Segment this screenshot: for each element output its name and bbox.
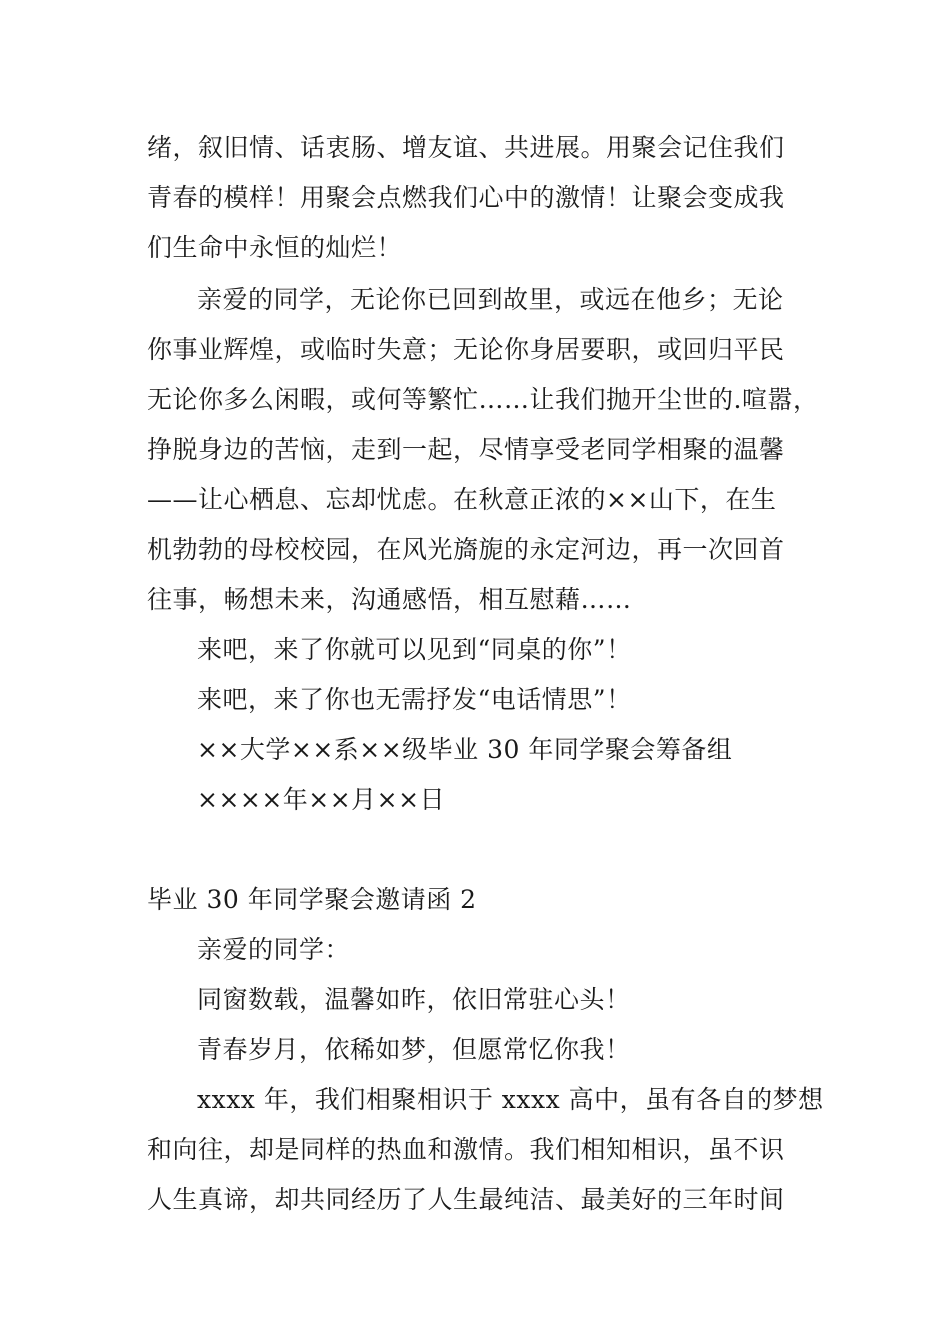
paragraph-line: 青春岁月，依稀如梦，但愿常忆你我！: [197, 1035, 631, 1064]
signature-date: ××××年××月××日: [197, 785, 446, 814]
salutation: 亲爱的同学：: [197, 935, 351, 964]
paragraph-line: xxxx 年，我们相聚相识于 xxxx 高中，虽有各自的梦想: [197, 1085, 824, 1114]
paragraph-line: 来吧，来了你就可以见到“同桌的你”！: [197, 635, 632, 664]
paragraph-line: 来吧，来了你也无需抒发“电话情思”！: [197, 685, 632, 714]
paragraph-line: 和向往，却是同样的热血和激情。我们相知相识，虽不识: [147, 1135, 785, 1164]
paragraph-line: 机勃勃的母校校园，在风光旖旎的永定河边，再一次回首: [147, 535, 785, 564]
paragraph-line: 绪，叙旧情、话衷肠、增友谊、共进展。用聚会记住我们: [147, 133, 785, 162]
paragraph-line: 同窗数载，温馨如昨，依旧常驻心头！: [197, 985, 631, 1014]
paragraph-line: 无论你多么闲暇，或何等繁忙……让我们抛开尘世的.喧嚣，: [147, 385, 819, 414]
paragraph-line: 们生命中永恒的灿烂！: [147, 233, 403, 262]
paragraph-line: 青春的模样！用聚会点燃我们心中的激情！让聚会变成我: [147, 183, 785, 212]
paragraph-line: 你事业辉煌，或临时失意；无论你身居要职，或回归平民: [147, 335, 785, 364]
paragraph-line: 亲爱的同学，无论你已回到故里，或远在他乡；无论: [197, 285, 784, 314]
paragraph-line: 人生真谛，却共同经历了人生最纯洁、最美好的三年时间: [147, 1185, 785, 1214]
paragraph-line: 往事，畅想未来，沟通感悟，相互慰藉……: [147, 585, 632, 614]
paragraph-line: 挣脱身边的苦恼，走到一起，尽情享受老同学相聚的温馨: [147, 435, 785, 464]
section-title: 毕业 30 年同学聚会邀请函 2: [147, 885, 477, 914]
signature-organizer: ××大学××系××级毕业 30 年同学聚会筹备组: [197, 735, 733, 764]
paragraph-line: ——让心栖息、忘却忧虑。在秋意正浓的××山下，在生: [147, 485, 777, 514]
